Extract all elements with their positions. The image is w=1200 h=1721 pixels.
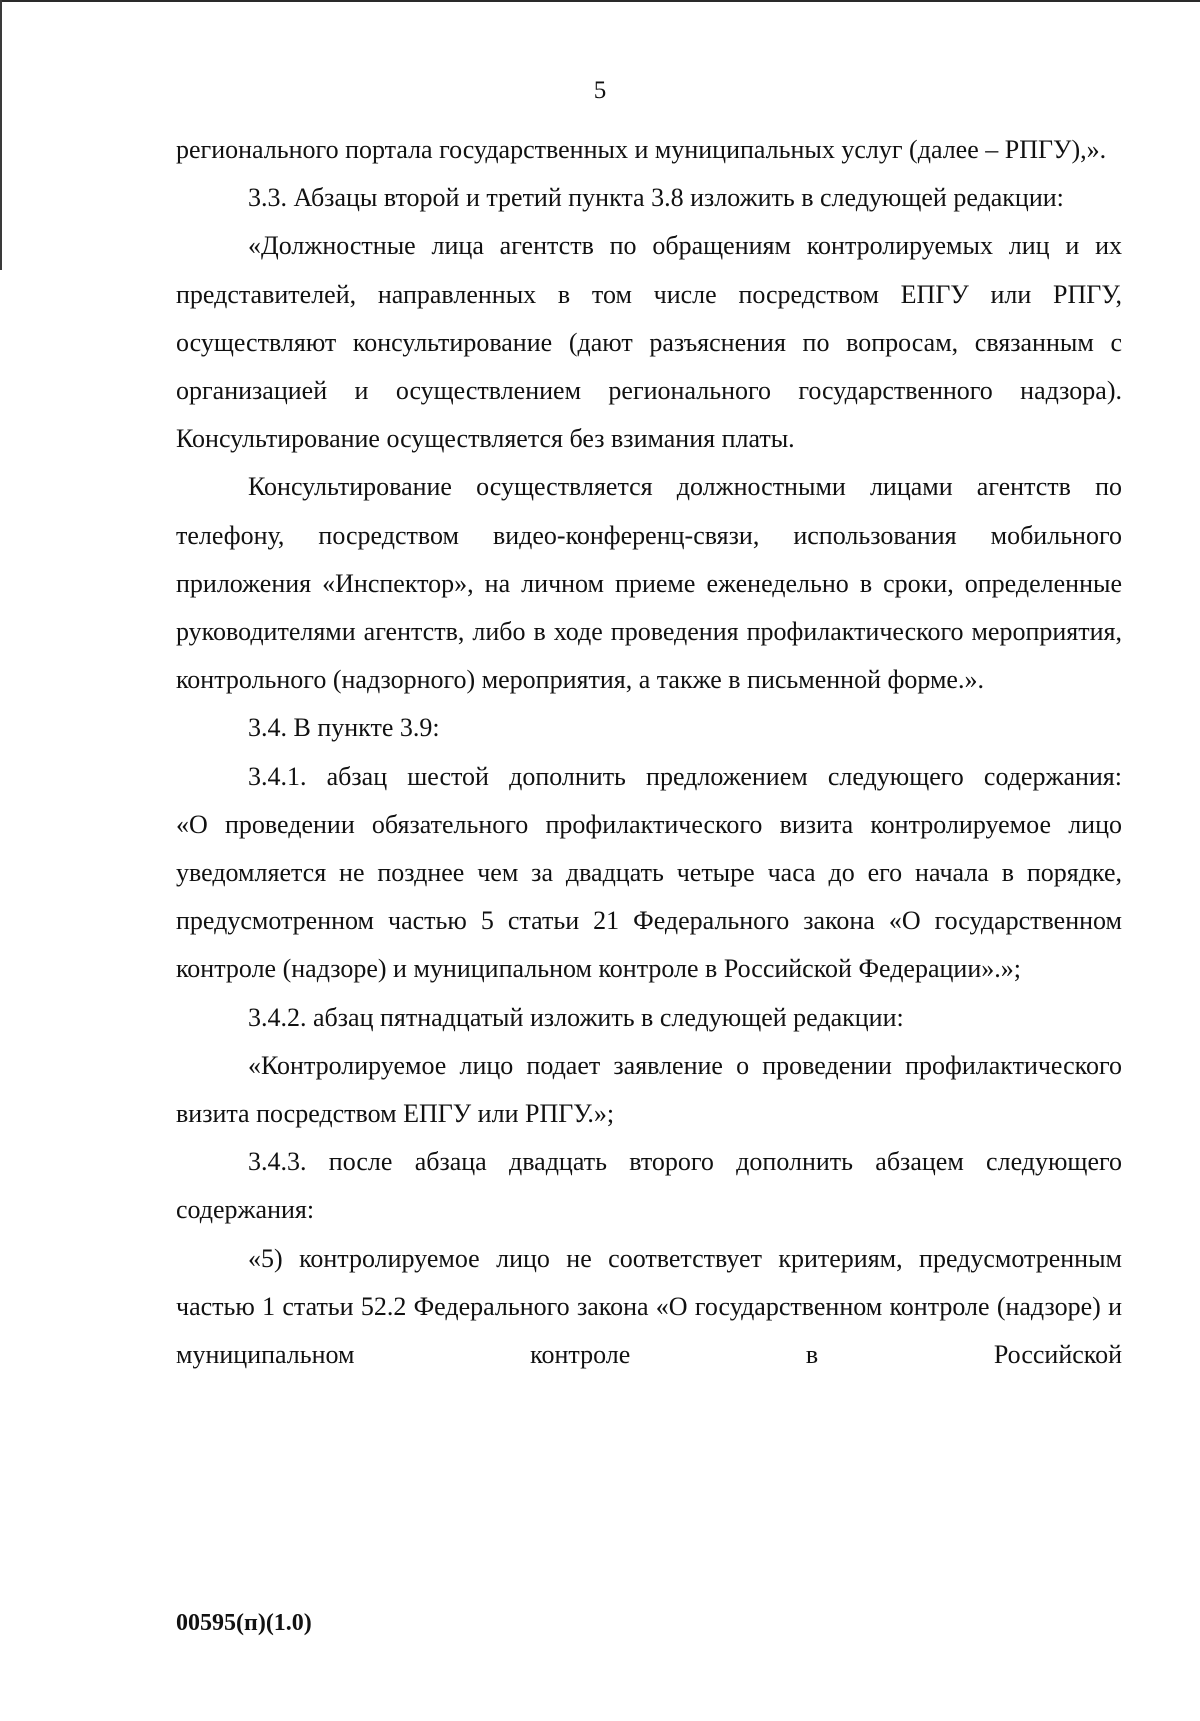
scan-edge-left (0, 0, 2, 270)
paragraph: 3.4.2. абзац пятнадцатый изложить в следующей редакции: (248, 1002, 904, 1032)
paragraph: 3.4.3. после абзаца двадцать второго дополнить абзацем следующего содержания: (176, 1147, 1122, 1225)
paragraph: «Контролируемое лицо подает заявление о проведении профилактического визита посредством ЕПГУ или РПГУ.»; (176, 1050, 1122, 1129)
paragraph: 3.4. В пункте 3.9: (248, 713, 440, 743)
document-code: 00595(п)(1.0) (176, 1610, 312, 1636)
paragraph: «5) контролируемое лицо не соответствует критериям, предусмотренным частью 1 статьи 52.2 Федерального закона «О государственном контроле (надзоре) и муниципальном контроле в Российской (176, 1243, 1122, 1370)
paragraph: «Должностные лица агентств по обращениям контролируемых лиц и их представителей, направленных в том числе посредством ЕПГУ или РПГУ, осуществляют консультирование (дают разъяснения по вопросам, связанным с организацией и осуществлением регионального государственного надзора). Консультирование осуществляется без взимания платы. (176, 231, 1122, 454)
paragraph: Консультирование осуществляется должностными лицами агентств по телефону, посредством видео-конференц-связи, использования мобильного приложения «Инспектор», на личном приеме еженедельно в сроки, определенные руководителями агентств, либо в ходе проведения профилактического мероприятия, контрольного (надзорного) мероприятия, а также в письменной форме.». (176, 472, 1122, 695)
paragraph: «О проведении обязательного профилактического визита контролируемое лицо уведомляется не позднее чем за двадцать четыре часа до его начала в порядке, предусмотренном частью 5 статьи 21 Федерального закона «О государственном контроле (надзоре) и муниципальном контроле в Российской Федерации».»; (176, 809, 1122, 984)
page-number: 5 (593, 77, 607, 104)
scan-edge-top (0, 0, 1200, 2)
paragraph: 3.3. Абзацы второй и третий пункта 3.8 изложить в следующей редакции: (248, 183, 1064, 213)
document-body (176, 126, 1122, 1379)
paragraph: регионального портала государственных и муниципальных услуг (далее – РПГУ),». (176, 135, 1107, 164)
paragraph: 3.4.1. абзац шестой дополнить предложением следующего содержания: (248, 761, 1122, 791)
